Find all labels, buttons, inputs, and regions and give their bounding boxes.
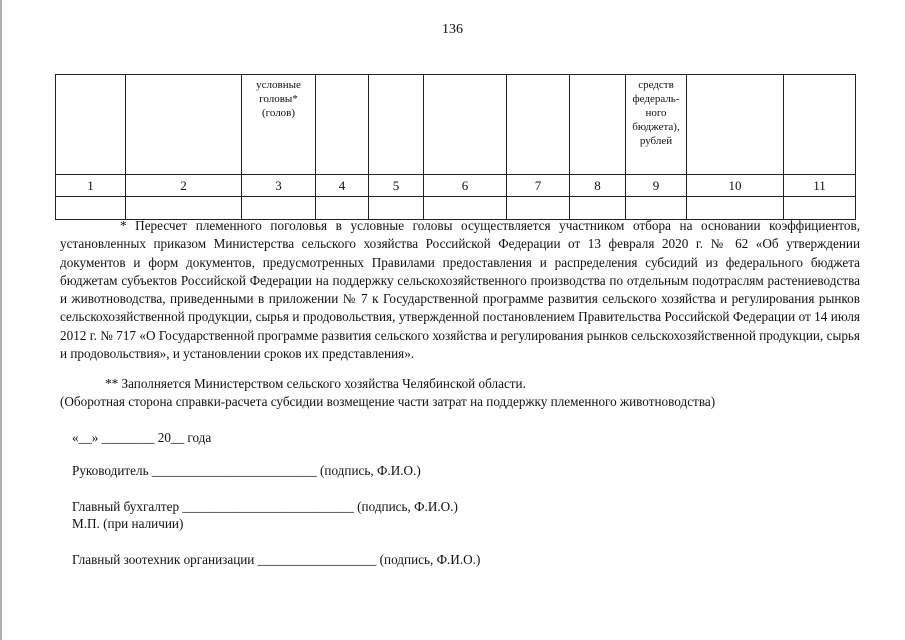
header-cell-8 xyxy=(570,75,626,175)
column-number-cell: 11 xyxy=(784,175,856,197)
column-number-cell: 10 xyxy=(687,175,784,197)
header-cell-11 xyxy=(784,75,856,175)
header-cell-line: бюджета), xyxy=(632,121,680,133)
column-number-cell: 7 xyxy=(507,175,570,197)
page-number: 136 xyxy=(442,22,463,37)
column-number-cell: 9 xyxy=(626,175,687,197)
header-cell-line: ного xyxy=(645,107,667,119)
header-cell-3 xyxy=(242,75,316,175)
header-cell-9 xyxy=(626,75,687,175)
header-cell-1 xyxy=(56,75,126,175)
column-number-cell: 2 xyxy=(126,175,242,197)
header-cell-10 xyxy=(687,75,784,175)
subsidy-table xyxy=(55,74,856,220)
header-cell-6 xyxy=(424,75,507,175)
header-cell-line: средств xyxy=(638,79,674,91)
header-cell-4 xyxy=(316,75,369,175)
header-cell-2 xyxy=(126,75,242,175)
stamp-label: М.П. (при наличии) xyxy=(72,516,184,531)
scan-edge xyxy=(0,0,2,640)
head-signature-line[interactable]: Руководитель _________________________ (подпись, Ф.И.О.) xyxy=(72,463,421,478)
date-line[interactable]: «__» ________ 20__ года xyxy=(72,430,212,445)
table-header-row xyxy=(56,75,856,175)
header-cell-7 xyxy=(507,75,570,175)
chief-zootechnician-signature-line[interactable]: Главный зоотехник организации __________________ (подпись, Ф.И.О.) xyxy=(72,552,481,567)
header-cell-line: условные xyxy=(256,79,301,91)
column-number-cell: 1 xyxy=(56,175,126,197)
chief-accountant-signature-line[interactable]: Главный бухгалтер __________________________ (подпись, Ф.И.О.) xyxy=(72,499,458,514)
header-cell-line: головы* xyxy=(259,93,298,105)
header-cell-5 xyxy=(369,75,424,175)
column-number-cell: 6 xyxy=(424,175,507,197)
footnote-star xyxy=(60,217,860,363)
reverse-side-note: (Оборотная сторона справки-расчета субсидии возмещение части затрат на поддержку племенного животноводства) xyxy=(60,394,716,409)
column-number-cell: 8 xyxy=(570,175,626,197)
table-number-row xyxy=(56,175,856,197)
header-cell-line: (голов) xyxy=(261,107,296,119)
column-number-cell: 3 xyxy=(242,175,316,197)
column-number-cell: 4 xyxy=(316,175,369,197)
column-number-cell: 5 xyxy=(369,175,424,197)
header-cell-line: рублей xyxy=(639,135,673,147)
footnote-star-text: * Пересчет племенного поголовья в условные головы осуществляется участником отбора на основании коэффициентов, установленных приказом Министерства сельского хозяйства Российской Федерации от 13 февраля 2020 г. № 62 «Об утверждении документов и форм документов, предусмотренных Правилами предоставления и распределения субсидий из федерального бюджета бюджетам субъектов Российской Федерации на поддержку сельскохозяйственного производства по отдельным подотраслям растениеводства и животноводства, приведенными в приложении № 7 к Государственной программе развития сельского хозяйства и регулирования рынков сельскохозяйственной продукции, сырья и продовольствия, утвержденной постановлением Правительства Российской Федерации от 14 июля 2012 г. № 717 «О Государственной программе развития сельского хозяйства и регулирования рынков сельскохозяйственной продукции, сырья и продовольствия», и установлении сроков их представления». xyxy=(60,218,860,362)
header-cell-line: федераль- xyxy=(632,93,680,105)
footnote-double-star: ** Заполняется Министерством сельского хозяйства Челябинской области. xyxy=(105,376,526,391)
